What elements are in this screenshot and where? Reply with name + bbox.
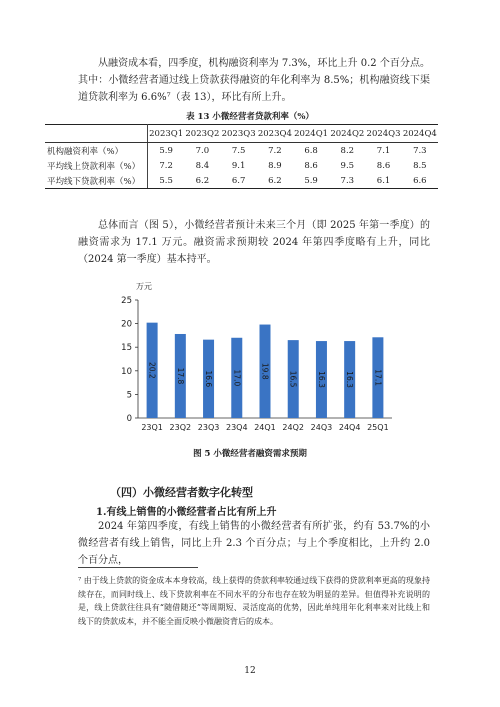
table-cell: 9.1 [231, 160, 246, 171]
table-cell: 6.6 [402, 173, 438, 189]
paragraph-financing-demand: 总体而言（图 5），小微经营者预计未来三个月（即 2025 年第一季度）的融资需求为 17.1 万元。融资需求预期较 2024 年第四季度略有上升，同比（2024 第一季度）基本持平。 [78, 220, 430, 265]
financing-demand-bar-chart [100, 280, 400, 440]
table-cell: 5.9 [148, 143, 185, 159]
table-col-header: 2024Q3 [365, 125, 401, 143]
table-cell: 6.8 [304, 145, 318, 156]
bar-value-label: 16.5 [288, 370, 298, 388]
y-axis-tick-label: 10 [121, 366, 132, 377]
y-axis-tick-label: 20 [121, 319, 132, 330]
y-axis-tick-label: 0 [126, 414, 132, 424]
table-col-header: 2024Q2 [329, 125, 365, 143]
x-axis-category-label: 24Q3 [310, 423, 333, 432]
paragraph-financing-cost: 从融资成本看，四季度，机构融资利率为 7.3%，环比上升 0.2 个百分点。其中：小微经营者通过线上贷款获得融资的年化利率为 8.5%；机构融资线下渠道贷款利率为 6.6%⁷（表 13），环比有所上升。 [78, 58, 430, 103]
table-col-header: 2023Q3 [221, 125, 257, 143]
table-cell: 9.5 [340, 160, 355, 171]
table-cell: 6.2 [257, 173, 293, 189]
table-cell: 7.1 [376, 145, 391, 156]
paragraph-online-sales: 2024 年第四季度，有线上销售的小微经营者有所扩张，约有 53.7%的小微经营者有线上销售，同比上升 2.3 个百分点；与上个季度相比，上升约 2.0 个百分点， [78, 521, 430, 566]
table-row-label: 平均线上贷款利率（%） [47, 161, 141, 172]
page-number: 12 [244, 666, 256, 676]
sub-heading: 1.有线上销售的小微经营者占比有所上升 [96, 507, 277, 518]
y-axis-tick-label: 15 [121, 343, 132, 354]
table-cell: 8.2 [340, 145, 355, 156]
table-cell: 8.9 [268, 160, 282, 171]
x-axis-category-label: 23Q2 [169, 423, 192, 432]
x-axis-category-label: 24Q2 [282, 423, 305, 432]
table-col-header: 2023Q4 [257, 125, 293, 143]
chart-caption: 图 5 小微经营者融资需求预期 [193, 449, 307, 459]
footnote: ⁷ 由于线上贷款的资金成本本身较高，线上获得的贷款利率较通过线下获得的贷款利率更高的现象持续存在，而同时线上、线下贷款利率在不同水平的分布也存在较为明显的差异。但值得补充说明的是，线上贷款往往具有“随借随还”等周期短、灵活度高的优势，因此单纯用年化利率来对比线上和线下的贷款成本，并不能全面反映小微融资背后的成本。 [78, 576, 430, 626]
table-col-header: 2023Q2 [184, 125, 220, 143]
y-axis-tick-label: 5 [126, 390, 132, 401]
y-axis-tick-label: 25 [121, 296, 132, 306]
table-col-header: 2024Q4 [402, 125, 438, 143]
x-axis-category-label: 24Q4 [338, 423, 361, 432]
x-axis-category-label: 23Q4 [225, 423, 248, 432]
bar-value-label: 17.1 [373, 369, 383, 386]
table-cell: 7.3 [329, 173, 365, 189]
table-row [45, 143, 438, 159]
section-heading: （四）小微经营者数字化转型 [110, 486, 253, 499]
x-axis-category-label: 24Q1 [254, 423, 276, 432]
table-cell: 6.7 [221, 173, 257, 189]
x-axis-category-label: 23Q3 [197, 423, 220, 432]
table-cell: 8.4 [195, 160, 210, 171]
table-row [45, 173, 438, 189]
table-row [45, 158, 438, 173]
table-cell: 5.5 [148, 173, 185, 189]
bar-value-label: 16.3 [316, 371, 326, 388]
table-cell: 7.0 [195, 145, 210, 156]
table-cell: 6.2 [184, 173, 220, 189]
table-header-row [45, 125, 438, 143]
table-cell: 7.2 [148, 158, 185, 173]
table-cell: 7.3 [413, 145, 427, 156]
bar-value-label: 16.3 [345, 371, 355, 388]
footnote-divider [78, 567, 198, 568]
table-corner-cell [45, 125, 148, 143]
table-caption: 表 13 小微经营者贷款利率（%） [186, 112, 314, 122]
bar-value-label: 19.8 [260, 362, 270, 380]
bar-value-label: 16.6 [204, 370, 214, 388]
table-cell: 8.6 [376, 160, 391, 171]
bar-value-label: 20.2 [147, 361, 157, 379]
table-cell: 7.5 [231, 145, 246, 156]
table-cell: 8.5 [413, 160, 427, 171]
table-cell: 7.2 [268, 145, 282, 156]
chart-plot-area [121, 296, 392, 432]
table-row-label: 机构融资利率（%） [47, 146, 124, 157]
table-cell: 8.6 [304, 160, 318, 171]
chart-unit-label: 万元 [136, 282, 152, 291]
table-cell: 6.1 [365, 173, 401, 189]
bar-value-label: 17.8 [175, 367, 185, 385]
x-axis-category-label: 23Q1 [141, 423, 163, 432]
table-col-header: 2024Q1 [293, 125, 329, 143]
table-cell: 5.9 [293, 173, 329, 189]
table-col-header: 2023Q1 [148, 125, 185, 143]
x-axis-category-label: 25Q1 [367, 423, 389, 432]
table-row-label: 平均线下贷款利率（%） [45, 173, 148, 189]
bar-value-label: 17.0 [232, 369, 242, 387]
loan-rate-table-grid [45, 124, 438, 189]
loan-rate-table [45, 124, 438, 189]
